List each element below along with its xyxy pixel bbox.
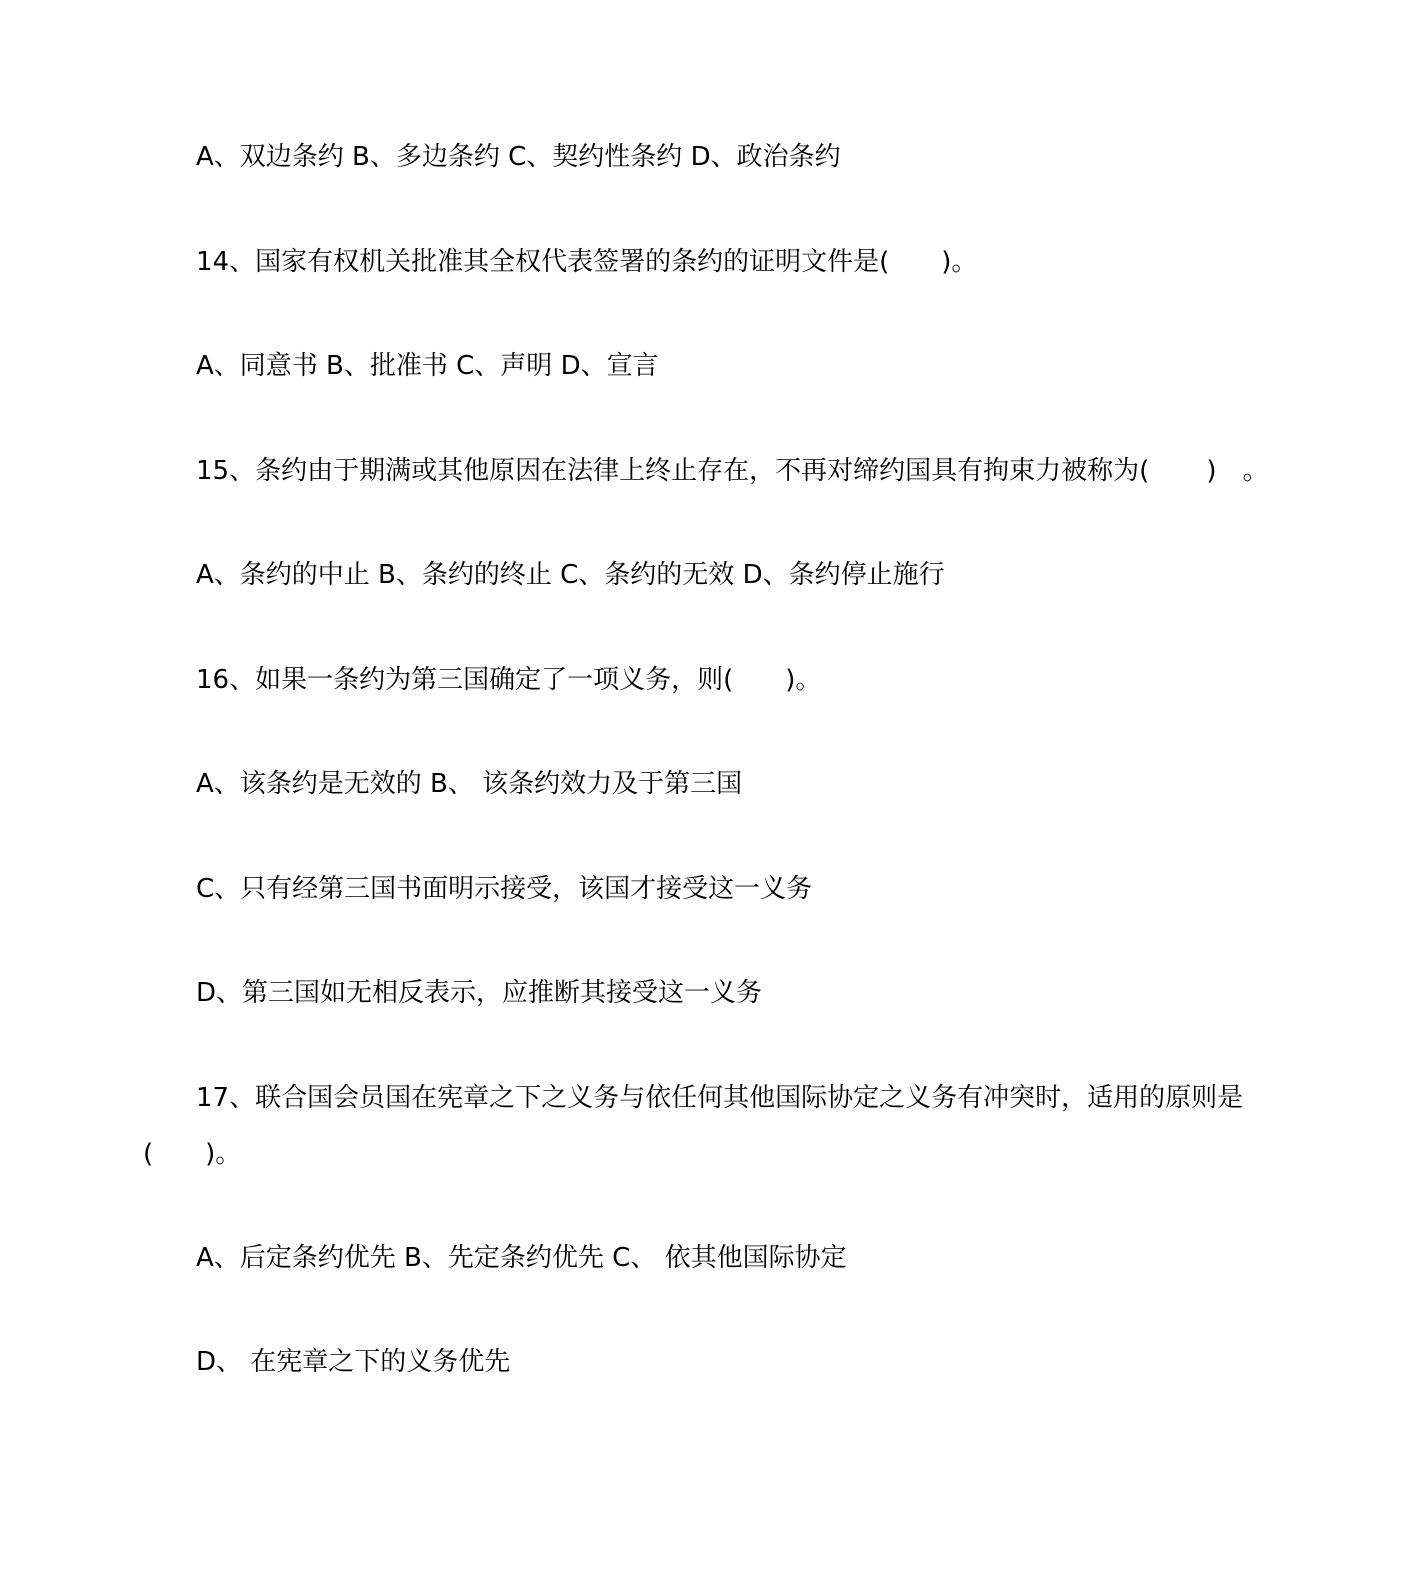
q14-question: 14、国家有权机关批准其全权代表签署的条约的证明文件是( )。 (196, 247, 978, 277)
q16-options-a-b: A、该条约是无效的 B、 该条约效力及于第三国 (196, 769, 743, 799)
q16-option-c: C、只有经第三国书面明示接受，该国才接受这一义务 (196, 874, 813, 904)
q17-question: 17、联合国会员国在宪章之下之义务与依任何其他国际协定之义务有冲突时，适用的原则是( )。 (143, 1083, 1244, 1169)
q17-options-a-c: A、后定条约优先 B、先定条约优先 C、 依其他国际协定 (196, 1243, 847, 1273)
q14-options: A、同意书 B、批准书 C、声明 D、宣言 (196, 351, 659, 381)
q16-question: 16、如果一条约为第三国确定了一项义务，则( )。 (196, 665, 822, 695)
q16-option-d: D、第三国如无相反表示，应推断其接受这一义务 (196, 978, 763, 1008)
q13-options: A、双边条约 B、多边条约 C、契约性条约 D、政治条约 (196, 142, 841, 172)
q17-option-d: D、 在宪章之下的义务优先 (196, 1347, 511, 1377)
q15-options: A、条约的中止 B、条约的终止 C、条约的无效 D、条约停止施行 (196, 560, 945, 590)
q15-question: 15、条约由于期满或其他原因在法律上终止存在，不再对缔约国具有拘束力被称为( ) 。 (196, 456, 1269, 486)
